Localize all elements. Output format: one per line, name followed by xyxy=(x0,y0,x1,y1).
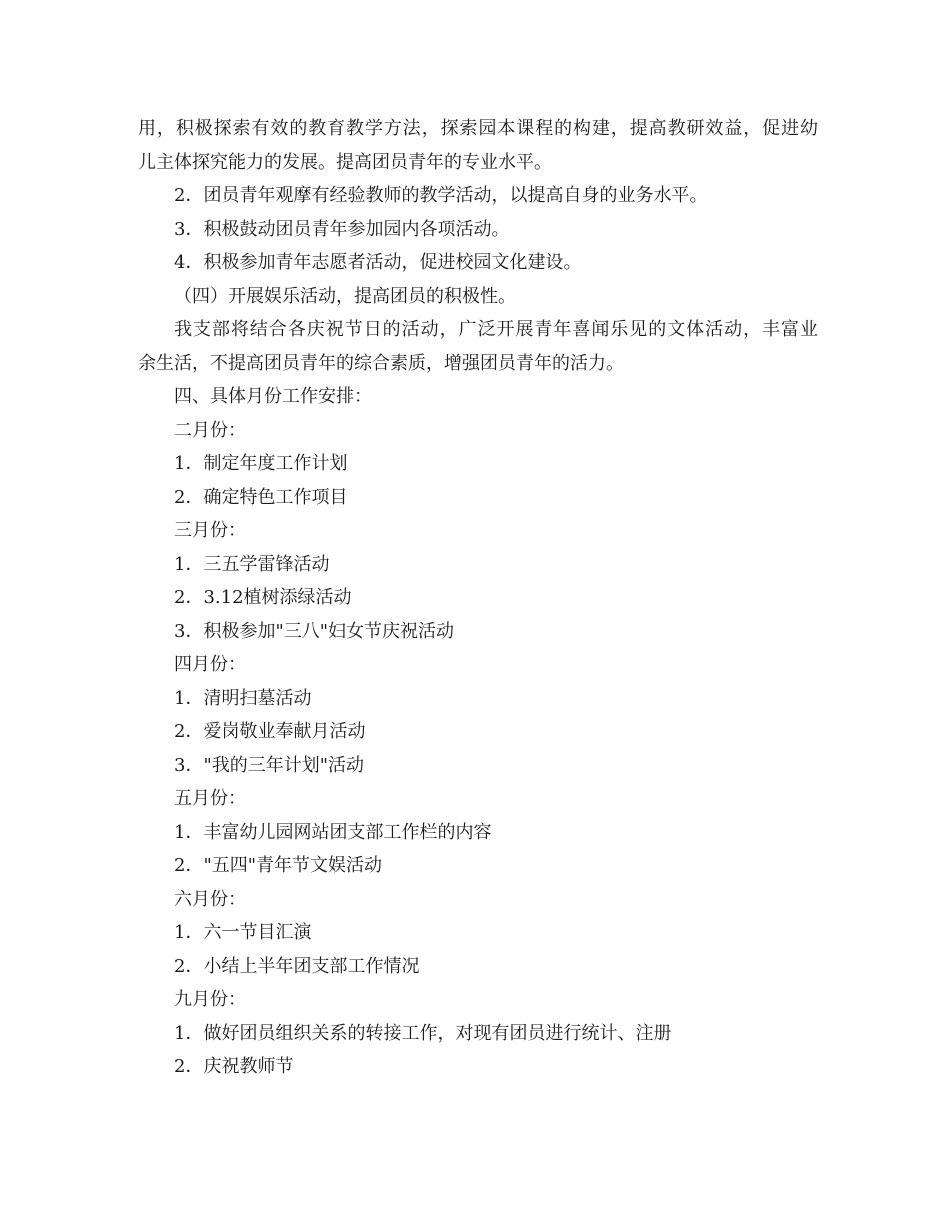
paragraph-line: 1．丰富幼儿园网站团支部工作栏的内容 xyxy=(174,821,492,843)
paragraph-line: 1．三五学雷锋活动 xyxy=(174,553,330,575)
paragraph-line: 四月份： xyxy=(174,654,246,675)
paragraph-line: 2．确定特色工作项目 xyxy=(174,486,348,508)
paragraph-line: 我支部将结合各庆祝节日的活动，广泛开展青年喜闻乐见的文体活动，丰富业 xyxy=(174,319,818,340)
paragraph-line: 二月份： xyxy=(174,419,246,441)
paragraph-line: 六月份： xyxy=(174,888,246,910)
paragraph-line: 五月份： xyxy=(174,788,246,809)
paragraph-line: 三月份： xyxy=(174,520,246,541)
paragraph-line: 用，积极探索有效的教育教学方法，探索园本课程的构建，提高教研效益，促进幼 xyxy=(138,118,818,139)
paragraph-line: 2．爱岗敬业奉献月活动 xyxy=(174,721,366,742)
paragraph-line: 1．制定年度工作计划 xyxy=(174,453,348,474)
paragraph-line: 儿主体探究能力的发展。提高团员青年的专业水平。 xyxy=(138,151,552,173)
paragraph-line: 九月份： xyxy=(174,989,246,1010)
paragraph-line: 2．3.12植树添绿活动 xyxy=(174,587,352,608)
paragraph-line: （四）开展娱乐活动，提高团员的积极性。 xyxy=(174,285,516,307)
paragraph-line: 2．团员青年观摩有经验教师的教学活动，以提高自身的业务水平。 xyxy=(174,185,708,206)
paragraph-line: 余生活，不提高团员青年的综合素质，增强团员青年的活力。 xyxy=(138,352,624,374)
paragraph-line: 1．做好团员组织关系的转接工作，对现有团员进行统计、注册 xyxy=(174,1022,672,1044)
document-body xyxy=(138,112,818,1084)
paragraph-line: 3．积极鼓动团员青年参加园内各项活动。 xyxy=(174,218,510,240)
paragraph-line: 1．六一节目汇演 xyxy=(174,922,312,943)
paragraph-line: 1．清明扫墓活动 xyxy=(174,687,312,709)
paragraph-line: 3．"我的三年计划"活动 xyxy=(174,754,365,776)
paragraph-line: 3．积极参加"三八"妇女节庆祝活动 xyxy=(174,620,455,642)
paragraph-line: 四、具体月份工作安排： xyxy=(174,386,372,407)
paragraph-line: 2．"五四"青年节文娱活动 xyxy=(174,855,383,876)
paragraph-line: 4．积极参加青年志愿者活动，促进校园文化建设。 xyxy=(174,252,582,273)
paragraph-line: 2．庆祝教师节 xyxy=(174,1056,294,1077)
paragraph-line: 2．小结上半年团支部工作情况 xyxy=(174,955,420,977)
